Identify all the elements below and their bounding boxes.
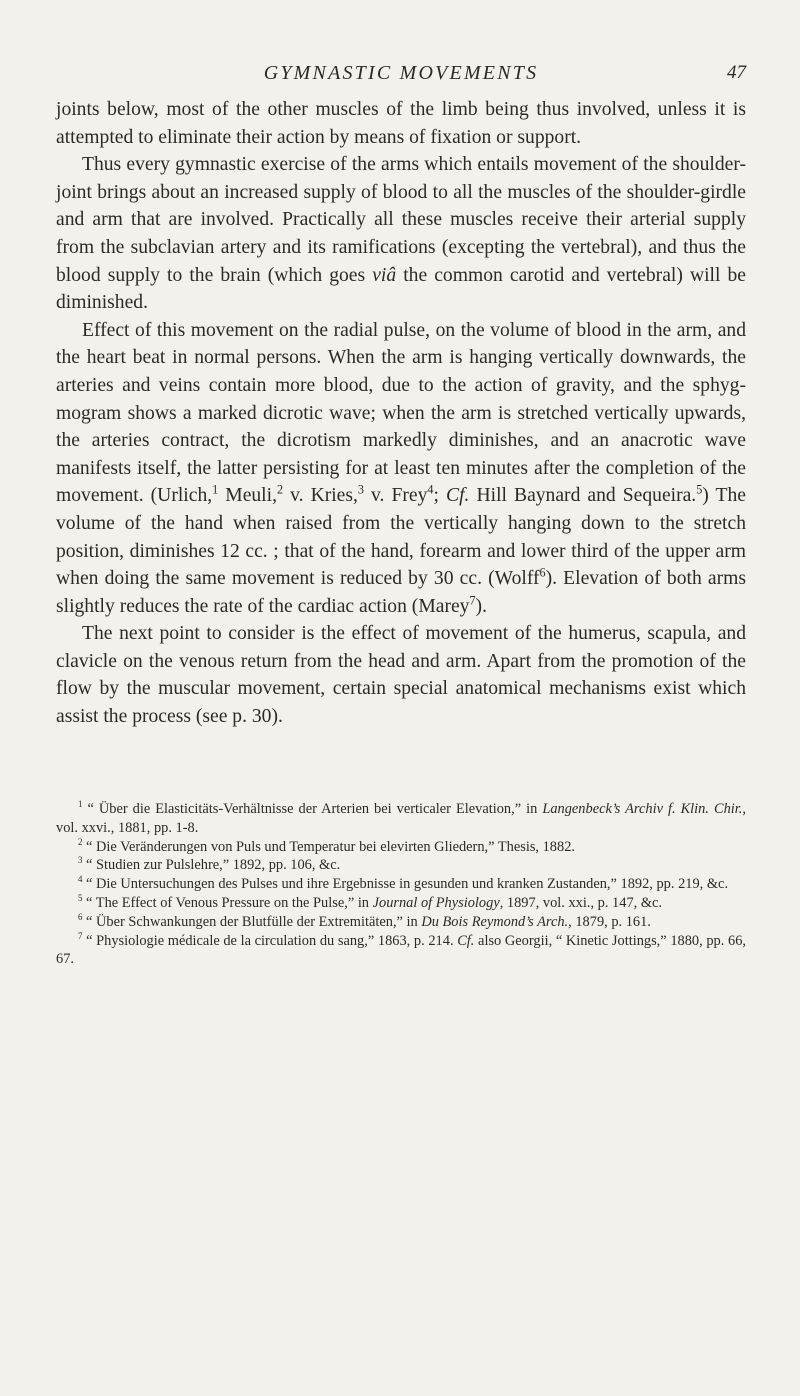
- footnote-text: also Georgii, “ Kinetic Jottings,” 1880, pp. 66, 67.: [56, 932, 746, 968]
- footnote-text: , 1897, vol. xxi., p. 147, &c.: [499, 894, 663, 911]
- paragraph-1: [56, 96, 746, 151]
- running-head: GYMNASTIC MOVEMENTS: [263, 62, 539, 84]
- footnote-text: “ Studien zur Pulslehre,” 1892, pp. 106, &c.: [82, 857, 341, 874]
- paragraph-2: [56, 151, 746, 317]
- paragraph-3-text: Effect of this movement on the radial pulse, on the volume of blood in the arm, and the heart beat in normal persons. When the arm is hanging vertically downwards, the arteries and veins contain more blood, due to the action of gravity, and the sphygmogram shows a marked dicrotic wave; when the arm is stretched vertically upwards, the arteries contract, the dicrotism markedly diminishes, and an anacrotic wave manifests itself, the latter persisting for at least ten minutes after the completion of the movement. (Urlich,: [56, 319, 746, 507]
- paragraph-3-text: ) The volume of the hand when raised from the vertically hanging down to the stretch position, diminishes 12 cc. ; that of the hand, forearm and lower third of the upper arm when doing the same movement is reduced by 30 cc. (Wolff: [56, 485, 746, 590]
- paragraph-2-text: Thus every gymnastic exercise of the arms which entails movement of the shoulder-joint brings about an increased supply of blood to all the muscles of the shoulder-girdle and arm that are involved. Practically all these muscles receive their arterial supply from the subclavian artery and its ramifications (excepting the vertebral), and thus the blood supply to the brain (which goes: [56, 154, 746, 286]
- footnote-number: 2: [78, 836, 83, 847]
- footnote-number: 7: [78, 930, 83, 941]
- footnote-ref-3: 3: [357, 482, 364, 497]
- footnote-italic: Cf.: [457, 932, 475, 949]
- footnote-2: [56, 838, 746, 857]
- via-italic: viâ: [372, 264, 397, 286]
- footnote-text: “ The Effect of Venous Pressure on the Pulse,” in: [82, 894, 373, 911]
- footnote-number: 4: [78, 874, 83, 885]
- page-header: [56, 62, 746, 92]
- body-text: [56, 96, 746, 731]
- footnote-text: “ Über die Elasticitäts-Verhältnisse der Arterien bei verticaler Elevation,” in: [82, 801, 543, 817]
- footnote-number: 1: [78, 799, 83, 810]
- paragraph-3: [56, 317, 746, 621]
- footnotes: [56, 800, 746, 969]
- footnote-text: “ Über Schwankungen der Blutfülle der Extremitäten,” in: [82, 913, 422, 930]
- footnote-number: 6: [78, 911, 83, 922]
- paragraph-3-text: Hill Baynard and Sequeira.: [469, 485, 697, 507]
- footnote-italic: Du Bois Reymond’s Arch.: [421, 913, 569, 930]
- footnote-3: [56, 856, 746, 875]
- footnote-1: [56, 800, 746, 838]
- paragraph-4-text: The next point to consider is the effect of movement of the humerus, scapula, and clavicle on the venous return from the head and arm. Apart from the promotion of the flow by the muscular movement, certain special anatomical mechanisms exist which assist the process (see p. 30).: [56, 623, 746, 728]
- paragraph-2-text-end: the common carotid and vertebral) will be diminished.: [56, 264, 746, 314]
- footnote-ref-1: 1: [212, 482, 219, 497]
- paragraph-3-text-end: ).: [475, 595, 487, 617]
- footnote-text: , vol. xxvi., 1881, pp. 1-8.: [56, 801, 746, 836]
- paragraph-1-text: joints below, most of the other muscles of the limb being thus involved, unless it is attempted to eliminate their action by means of fixation or support.: [56, 99, 746, 148]
- footnote-ref-7: 7: [469, 593, 476, 608]
- paragraph-4: [56, 620, 746, 730]
- footnote-italic: Langenbeck’s Archiv f. Klin. Chir.: [542, 801, 743, 817]
- footnote-number: 5: [78, 893, 83, 904]
- page-number: 47: [727, 62, 746, 83]
- footnote-text: “ Die Veränderungen von Puls und Temperatur bei elevirten Gliedern,” Thesis, 1882.: [82, 838, 575, 855]
- footnote-text: “ Die Untersuchungen des Pulses und ihre Ergebnisse in gesunden und kranken Zustanden,” 1892, pp. 219, &c.: [82, 876, 729, 893]
- paragraph-3-text: ). Elevation of both arms slightly reduces the rate of the cardiac action (Marey: [56, 568, 746, 617]
- footnote-text: , 1879, p. 161.: [568, 913, 651, 930]
- paragraph-3-text: v. Kries,: [283, 485, 358, 507]
- footnote-4: [56, 875, 746, 894]
- footnote-ref-4: 4: [427, 482, 434, 497]
- footnote-ref-6: 6: [539, 565, 546, 580]
- footnote-ref-5: 5: [696, 482, 703, 497]
- footnote-number: 3: [78, 855, 83, 866]
- cf-italic: Cf.: [446, 485, 470, 507]
- footnote-6: [56, 913, 746, 932]
- footnote-5: [56, 894, 746, 913]
- footnote-7: [56, 932, 746, 970]
- footnote-italic: Journal of Physiology: [372, 894, 500, 911]
- paragraph-3-text: Meuli,: [218, 485, 277, 507]
- paragraph-3-text: ;: [433, 485, 446, 507]
- paragraph-3-text: v. Frey: [363, 485, 428, 507]
- footnote-ref-2: 2: [276, 482, 284, 497]
- footnote-text: “ Physiologie médicale de la circulation du sang,” 1863, p. 214.: [82, 932, 458, 949]
